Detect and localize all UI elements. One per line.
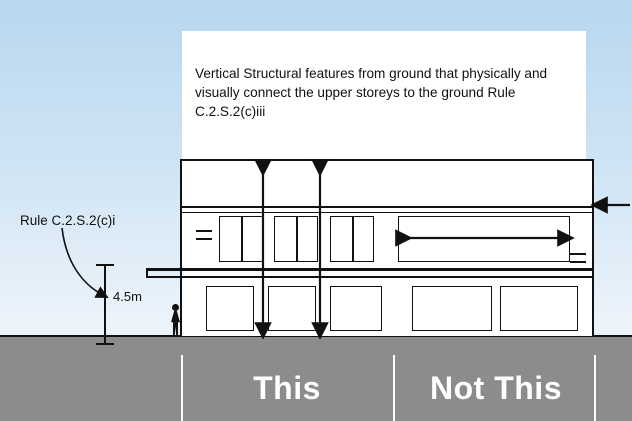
right-detail-mark-bottom xyxy=(570,261,586,263)
person-head xyxy=(172,304,179,311)
height-dimension-tick-bottom xyxy=(96,343,114,345)
building-roofline xyxy=(180,159,594,161)
caption-divider-left xyxy=(181,355,183,421)
height-dimension-tick-top xyxy=(96,264,114,266)
height-dimension-line xyxy=(104,264,106,344)
lower-opening-right xyxy=(500,286,578,331)
caption-bar xyxy=(0,355,632,421)
upper-window-3-mullion xyxy=(352,217,354,261)
mid-floor-slab-line xyxy=(146,268,594,271)
mid-floor-slab-line-secondary xyxy=(146,276,594,278)
callout-box xyxy=(182,31,586,159)
person-body xyxy=(171,311,180,336)
left-detail-mark-top xyxy=(196,230,212,232)
upper-window-band-right xyxy=(398,216,570,262)
upper-window-1-mullion xyxy=(241,217,243,261)
lower-window-2 xyxy=(268,286,316,331)
caption-this xyxy=(182,355,392,421)
caption-this-label: This xyxy=(253,369,321,406)
right-detail-mark-top xyxy=(570,253,586,255)
left-detail-mark-bottom xyxy=(196,238,212,240)
upper-storey-head-line-secondary xyxy=(182,212,592,213)
upper-storey-head-line xyxy=(182,206,592,208)
callout-text: Vertical Structural features from ground that physically and visually connect the upper storeys to the ground Rule C.2.S.2(c)iii xyxy=(195,66,548,119)
lower-window-3 xyxy=(330,286,382,331)
height-dimension-label: 4.5m xyxy=(113,289,142,304)
caption-not-this-label: Not This xyxy=(430,369,562,406)
rule-label-left: Rule C.2.S.2(c)i xyxy=(20,213,116,228)
caption-divider-middle xyxy=(393,355,395,421)
upper-window-2-mullion xyxy=(296,217,298,261)
leader-line-left-rule xyxy=(62,228,103,295)
lower-opening-garage xyxy=(412,286,492,331)
caption-divider-right xyxy=(594,355,596,421)
eave-left-edge xyxy=(146,268,148,278)
caption-not-this xyxy=(396,355,596,421)
lower-window-1 xyxy=(206,286,254,331)
